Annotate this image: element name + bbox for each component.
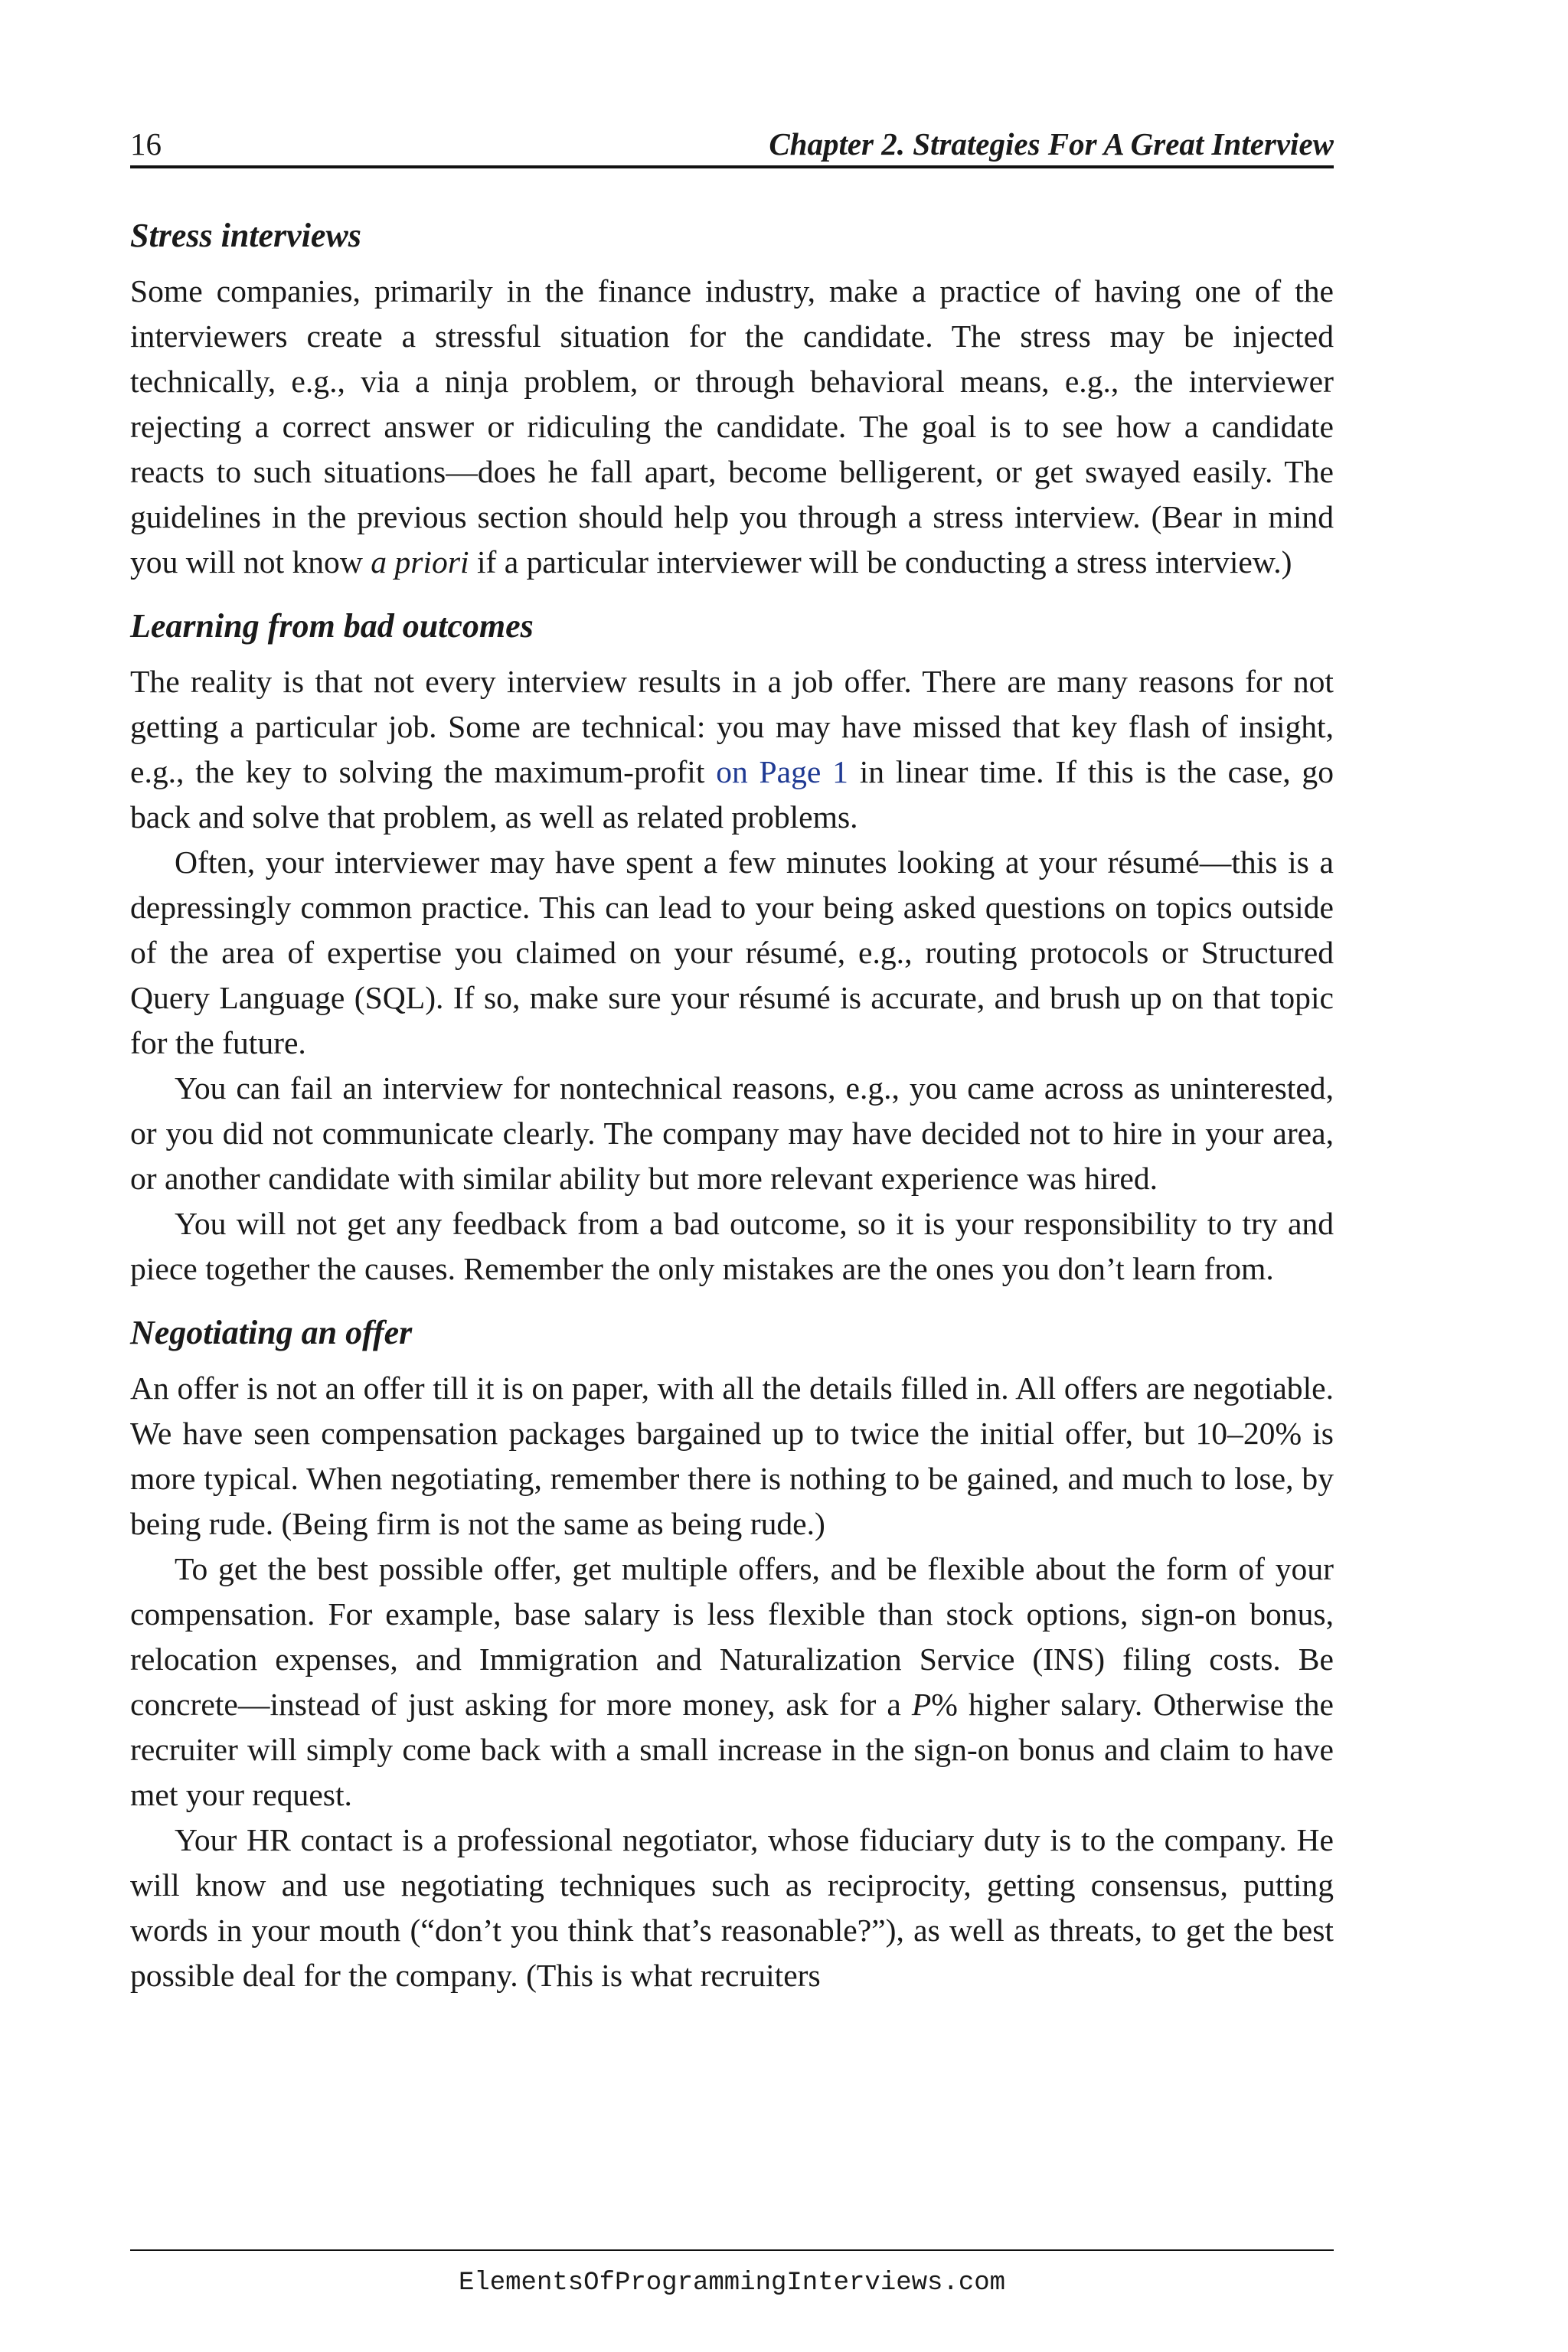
page-body <box>130 213 1334 2017</box>
text-run: To get the best possible offer, get multiple offers, and be flexible about the form of your compensation. For example, base salary is less flexible than stock options, sign-on bonus, relocation expenses, and Immigration and Naturalization Service (INS) filing costs. Be concrete—instead of just asking for more money, ask for a <box>130 1551 1334 1722</box>
emphasis-text: a priori <box>371 544 469 580</box>
text-run: in linear time. If this is the case, go back and solve that problem, as well as related problems. <box>130 754 1334 835</box>
text-run: The reality is that not every interview results in a job offer. There are many reasons for not getting a particular job. Some are technical: you may have missed that key flash of insight, e.g., the key to solving the maximum-profit <box>130 664 1334 789</box>
page-footer: ElementsOfProgrammingInterviews.com <box>458 2269 1006 2298</box>
emphasis-text: P <box>911 1687 932 1722</box>
paragraph: You will not get any feedback from a bad outcome, so it is your responsibility to try and piece together the causes. Remember the only mistakes are the ones you don’t learn from. <box>130 1206 1334 1286</box>
heading-negotiating-offer: Negotiating an offer <box>130 1314 413 1351</box>
section-bad-outcomes <box>130 603 1334 1292</box>
paragraph: Often, your interviewer may have spent a few minutes looking at your résumé—this is a depressingly common practice. This can lead to your being asked questions on topics outside of the area of expertise you claimed on your résumé, e.g., routing protocols or Structured Query Language (SQL). If so, make sure your résumé is accurate, and brush up on that topic for the future. <box>130 844 1334 1060</box>
heading-bad-outcomes: Learning from bad outcomes <box>130 607 534 645</box>
section-stress-interviews <box>130 213 1334 585</box>
section-negotiating-offer <box>130 1310 1334 1998</box>
heading-stress-interviews: Stress interviews <box>130 217 361 254</box>
paragraph <box>130 659 1334 840</box>
paragraph <box>130 1547 1334 1818</box>
page-number: 16 <box>130 126 162 162</box>
text-run: if a particular interviewer will be conducting a stress interview.) <box>469 544 1292 580</box>
page-reference-link[interactable]: on Page 1 <box>716 754 848 789</box>
text-run: % higher salary. Otherwise the recruiter will simply come back with a small increase in the sign-on bonus and claim to have met your request. <box>130 1687 1334 1812</box>
paragraph: You can fail an interview for nontechnical reasons, e.g., you came across as uninterested, or you did not communicate clearly. The company may have decided not to hire in your area, or another candidate with similar ability but more relevant experience was hired. <box>130 1070 1334 1196</box>
paragraph <box>130 269 1334 585</box>
page-header <box>130 124 1334 164</box>
paragraph: Your HR contact is a professional negotiator, whose fiduciary duty is to the company. He will know and use negotiating techniques such as reciprocity, getting consensus, putting words in your mouth (“don’t you think that’s reasonable?”), as well as threats, to get the best possible deal for the company. (This is what recruiters <box>130 1822 1334 1993</box>
footer-rule <box>130 2249 1334 2251</box>
header-rule <box>130 165 1334 168</box>
running-title: Chapter 2. Strategies For A Great Interview <box>769 126 1334 162</box>
paragraph: An offer is not an offer till it is on paper, with all the details filled in. All offers are negotiable. We have seen compensation packages bargained up to twice the initial offer, but 10–20% is more typical. When negotiating, remember there is nothing to be gained, and much to lose, by being rude. (Being firm is not the same as being rude.) <box>130 1370 1334 1541</box>
text-run: Some companies, primarily in the finance industry, make a practice of having one of the interviewers create a stressful situation for the candidate. The stress may be injected technically, e.g., via a ninja problem, or through behavioral means, e.g., the interviewer rejecting a correct answer or ridiculing the candidate. The goal is to see how a candidate reacts to such situations—does he fall apart, become belligerent, or get swayed easily. The guidelines in the previous section should help you through a stress interview. (Bear in mind you will not know <box>130 273 1334 580</box>
